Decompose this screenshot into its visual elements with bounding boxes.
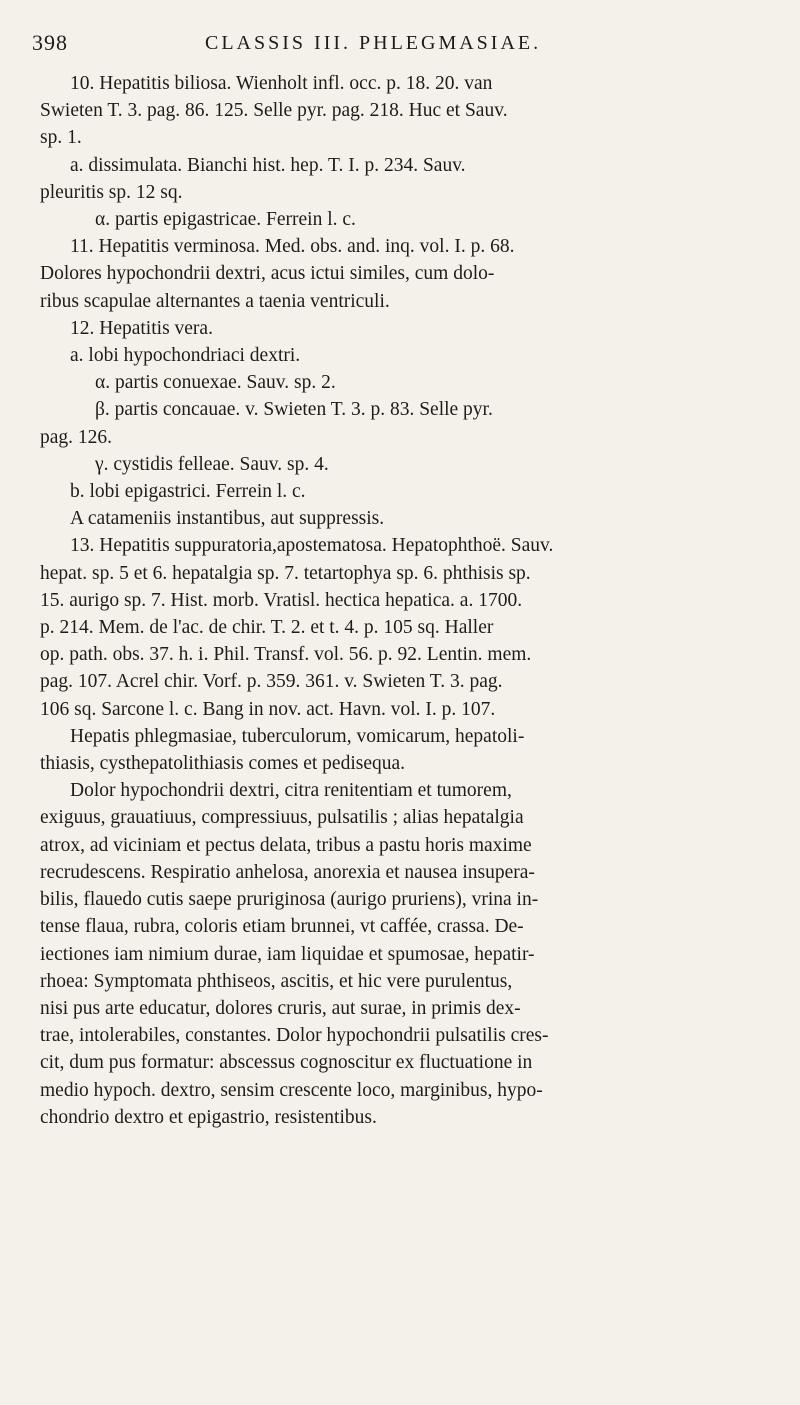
entry-line: iectiones iam nimium durae, iam liquidae et spumosae, hepatir- [40, 943, 535, 965]
entry-line: Swieten T. 3. pag. 86. 125. Selle pyr. pag. 218. Huc et Sauv. [40, 100, 508, 122]
entry-line: op. path. obs. 37. h. i. Phil. Transf. vol. 56. p. 92. Lentin. mem. [40, 644, 532, 666]
entry-line: exiguus, grauatiuus, compressiuus, pulsatilis ; alias hepatalgia [40, 807, 524, 829]
entry-line: a. lobi hypochondriaci dextri. [70, 345, 301, 367]
entry-line: sp. 1. [40, 127, 82, 149]
entry-line: trae, intolerabiles, constantes. Dolor hypochondrii pulsatilis cres- [40, 1025, 549, 1047]
entry-line: β. partis concauae. v. Swieten T. 3. p. 83. Selle pyr. [95, 399, 493, 421]
entry-line: 13. Hepatitis suppuratoria,apostematosa. Hepatophthoë. Sauv. [70, 535, 554, 557]
entry-line: p. 214. Mem. de l'ac. de chir. T. 2. et t. 4. p. 105 sq. Haller [40, 617, 494, 639]
entry-line: Dolores hypochondrii dextri, acus ictui similes, cum dolo- [40, 263, 495, 285]
entry-line: 15. aurigo sp. 7. Hist. morb. Vratisl. hectica hepatica. a. 1700. [40, 589, 523, 611]
entry-line: hepat. sp. 5 et 6. hepatalgia sp. 7. tetartophya sp. 6. phthisis sp. [40, 562, 531, 584]
entry-line: medio hypoch. dextro, sensim crescente loco, marginibus, hypo- [40, 1079, 543, 1101]
page-number: 398 [32, 30, 68, 55]
entry-line: A catameniis instantibus, aut suppressis. [70, 508, 385, 530]
entry-line: recrudescens. Respiratio anhelosa, anorexia et nausea insupera- [40, 861, 535, 883]
entry-line: cit, dum pus formatur: abscessus cognoscitur ex fluctuatione in [40, 1052, 533, 1074]
entry-line: atrox, ad viciniam et pectus delata, tribus a pastu horis maxime [40, 834, 532, 856]
entry-line: Dolor hypochondrii dextri, citra renitentiam et tumorem, [70, 780, 512, 802]
entry-line: 106 sq. Sarcone l. c. Bang in nov. act. Havn. vol. I. p. 107. [40, 698, 496, 720]
entry-line: a. dissimulata. Bianchi hist. hep. T. I. p. 234. Sauv. [70, 154, 466, 176]
entry-line: chondrio dextro et epigastrio, resistentibus. [40, 1106, 377, 1128]
entry-line: 10. Hepatitis biliosa. Wienholt infl. occ. p. 18. 20. van [70, 73, 493, 94]
body-text [40, 70, 780, 1131]
entry-line: α. partis conuexae. Sauv. sp. 2. [95, 372, 336, 394]
page-header [0, 30, 800, 60]
entry-line: rhoea: Symptomata phthiseos, ascitis, et hic vere purulentus, [40, 970, 513, 992]
entry-line: γ. cystidis felleae. Sauv. sp. 4. [95, 453, 329, 475]
running-head: CLASSIS III. PHLEGMASIAE. [205, 32, 542, 54]
entry-line: bilis, flauedo cutis saepe pruriginosa (aurigo pruriens), vrina in- [40, 889, 539, 911]
entry-line: thiasis, cysthepatolithiasis comes et pedisequa. [40, 753, 406, 775]
entry-line: 12. Hepatitis vera. [70, 317, 213, 339]
entry-line: nisi pus arte educatur, dolores cruris, aut surae, in primis dex- [40, 997, 521, 1019]
entry-line: b. lobi epigastrici. Ferrein l. c. [70, 481, 306, 503]
entry-line: pleuritis sp. 12 sq. [40, 181, 183, 203]
entry-line: pag. 107. Acrel chir. Vorf. p. 359. 361. v. Swieten T. 3. pag. [40, 671, 503, 693]
entry-line: α. partis epigastricae. Ferrein l. c. [95, 209, 356, 231]
entry-line: Hepatis phlegmasiae, tuberculorum, vomicarum, hepatoli- [70, 725, 525, 747]
entry-line: ribus scapulae alternantes a taenia ventriculi. [40, 290, 390, 312]
entry-line: pag. 126. [40, 426, 113, 448]
entry-line: 11. Hepatitis verminosa. Med. obs. and. inq. vol. I. p. 68. [70, 236, 515, 258]
entry-line: tense flaua, rubra, coloris etiam brunnei, vt caffée, crassa. De- [40, 916, 524, 938]
